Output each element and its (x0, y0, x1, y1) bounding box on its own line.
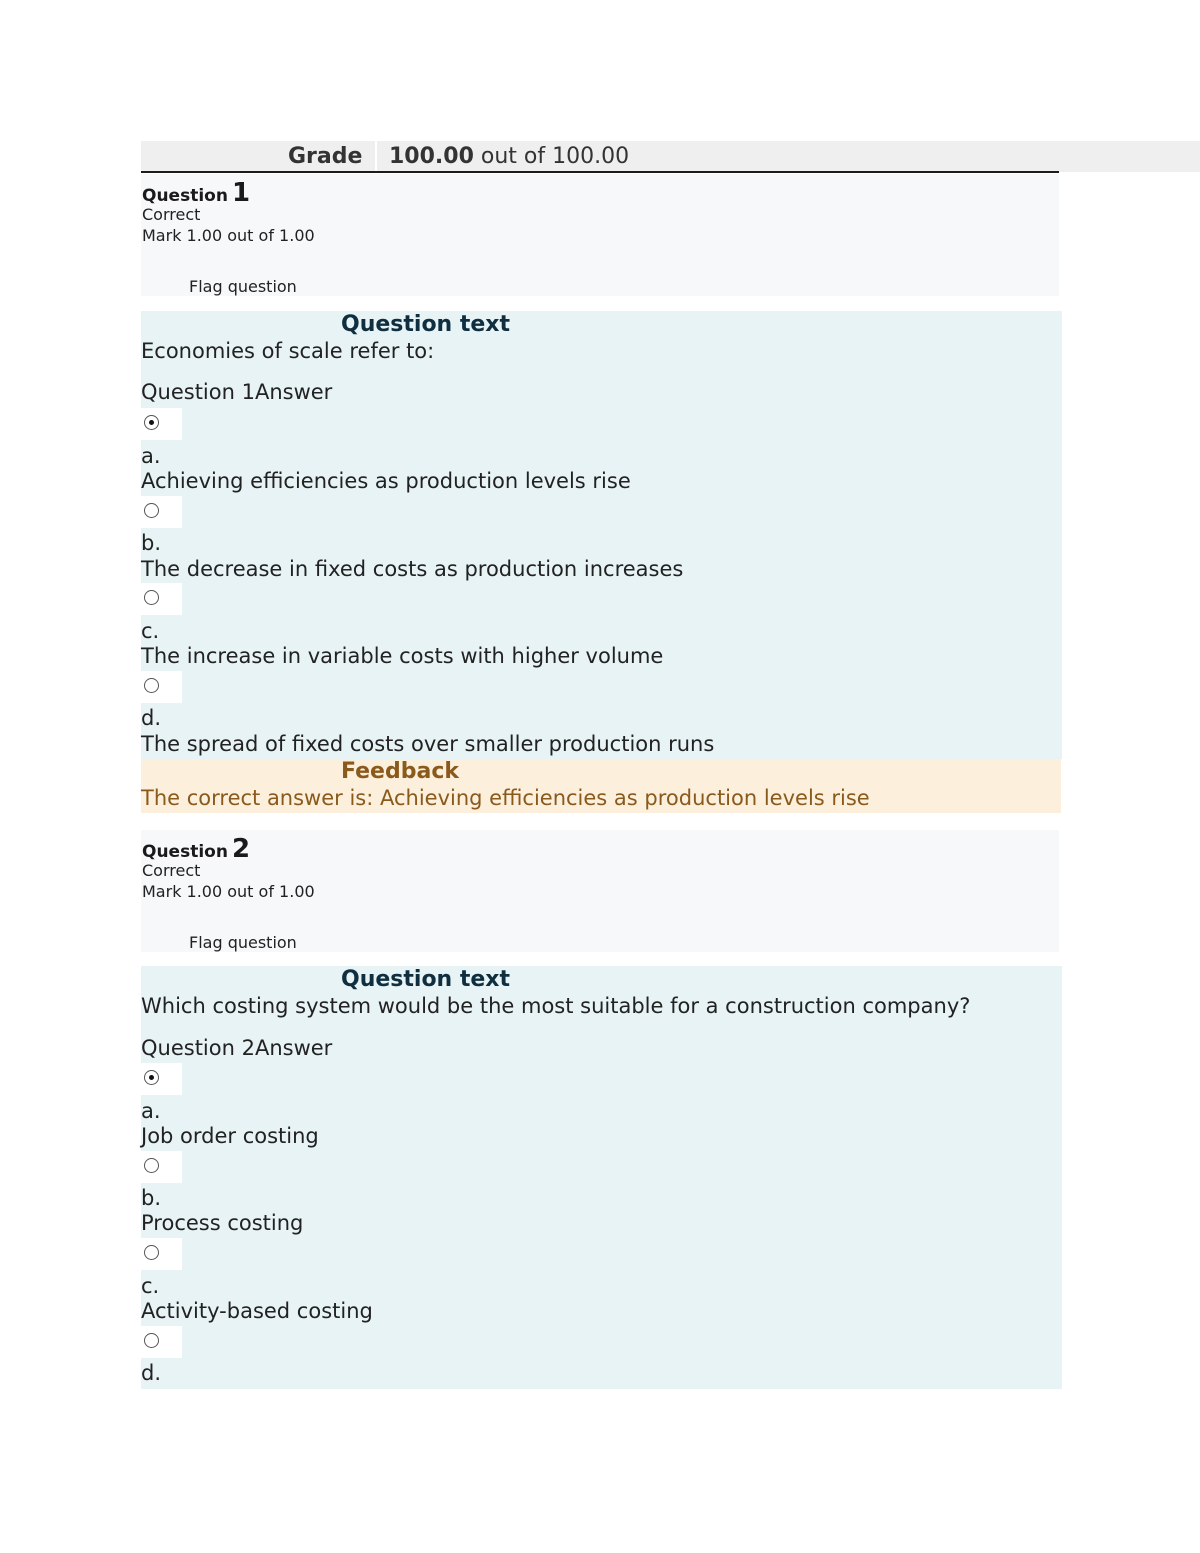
q1-option-d-radio[interactable] (144, 678, 159, 693)
q1-option-d-radio-box (141, 671, 182, 703)
q1-option-c-radio-box (141, 583, 182, 615)
q1-option-a-radio-box (141, 408, 182, 440)
q2-option-d-radio[interactable] (144, 1333, 159, 1348)
q2-option-b-letter: b. (141, 1186, 162, 1210)
question-title-label: Question (142, 842, 228, 862)
q1-option-b-letter: b. (141, 531, 162, 555)
question-2-text: Which costing system would be the most suitable for a construction company? (141, 994, 971, 1018)
q2-option-b-text: Process costing (141, 1211, 304, 1235)
question-2-flag-link[interactable]: Flag question (189, 933, 297, 952)
question-1-title (142, 178, 250, 208)
q1-option-c-letter: c. (141, 619, 160, 643)
grade-score: 100.00 (389, 144, 474, 169)
question-1-flag-link[interactable]: Flag question (189, 277, 297, 296)
question-1-info (141, 174, 1059, 296)
q2-option-c-text: Activity-based costing (141, 1299, 373, 1323)
grade-label: Grade (288, 144, 363, 169)
q2-option-c-radio[interactable] (144, 1245, 159, 1260)
question-2-info (141, 830, 1059, 952)
q2-option-a-text: Job order costing (141, 1124, 319, 1148)
q2-option-a-letter: a. (141, 1099, 161, 1123)
question-1-state: Correct (142, 205, 201, 224)
grade-divider (375, 141, 377, 171)
q1-option-d-text: The spread of fixed costs over smaller production runs (141, 732, 715, 756)
feedback-heading: Feedback (341, 759, 459, 784)
question-1-mark: Mark 1.00 out of 1.00 (142, 226, 315, 245)
question-1-formulation (141, 311, 1062, 759)
grade-row (141, 141, 1200, 172)
q1-option-c-radio[interactable] (144, 590, 159, 605)
question-2-answer-label: Question 2Answer (141, 1036, 333, 1060)
q2-option-a-radio-box (141, 1063, 182, 1095)
q1-option-b-text: The decrease in fixed costs as production increases (141, 557, 684, 581)
question-2-state: Correct (142, 861, 201, 880)
question-1-answer-label: Question 1Answer (141, 380, 333, 404)
question-number: 2 (231, 834, 251, 864)
question-number: 1 (231, 178, 251, 208)
q1-option-a-radio[interactable] (144, 415, 159, 430)
q2-option-d-radio-box (141, 1326, 182, 1358)
q2-option-a-radio[interactable] (144, 1070, 159, 1085)
grade-out-of: out of 100.00 (480, 144, 630, 169)
question-1-text: Economies of scale refer to: (141, 339, 435, 363)
question-1-text-heading: Question text (341, 312, 511, 337)
q2-option-c-letter: c. (141, 1274, 160, 1298)
q1-option-a-letter: a. (141, 444, 161, 468)
q1-option-b-radio-box (141, 496, 182, 528)
q2-option-d-letter: d. (141, 1361, 162, 1385)
q1-option-a-text: Achieving efficiencies as production levels rise (141, 469, 631, 493)
grade-rule (141, 171, 1059, 173)
question-2-formulation (141, 966, 1062, 1389)
q1-option-d-letter: d. (141, 706, 162, 730)
question-2-text-heading: Question text (341, 967, 511, 992)
q2-option-b-radio-box (141, 1151, 182, 1183)
q2-option-b-radio[interactable] (144, 1158, 159, 1173)
q1-option-c-text: The increase in variable costs with higher volume (141, 644, 664, 668)
question-title-label: Question (142, 186, 228, 206)
q1-option-b-radio[interactable] (144, 503, 159, 518)
question-2-mark: Mark 1.00 out of 1.00 (142, 882, 315, 901)
question-1-feedback (141, 759, 1061, 813)
feedback-text: The correct answer is: Achieving efficiencies as production levels rise (141, 786, 870, 810)
question-2-title (142, 834, 250, 864)
grade-value (389, 144, 629, 169)
q2-option-c-radio-box (141, 1238, 182, 1270)
